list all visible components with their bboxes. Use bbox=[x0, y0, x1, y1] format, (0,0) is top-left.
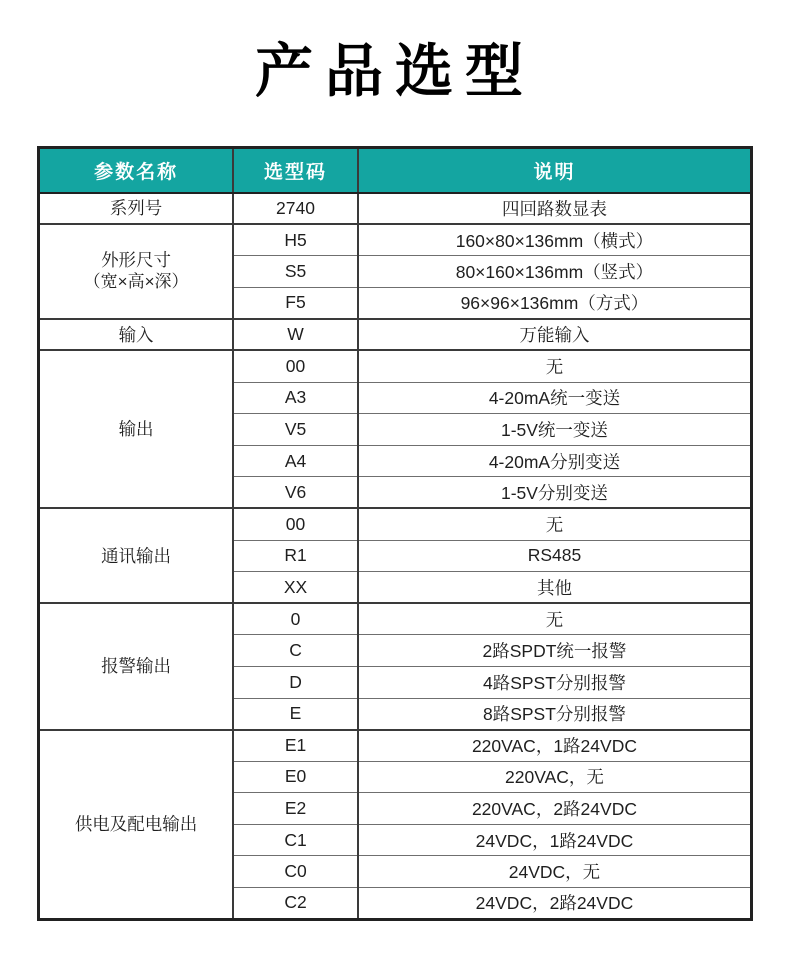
code-cell: C1 bbox=[233, 824, 358, 856]
table-row bbox=[39, 319, 752, 351]
desc-cell: 4路SPST分别报警 bbox=[358, 666, 752, 698]
table-header bbox=[39, 148, 752, 193]
code-cell: XX bbox=[233, 572, 358, 604]
page-title: 产品选型 bbox=[254, 39, 535, 104]
code-cell: E0 bbox=[233, 761, 358, 793]
desc-cell: 4-20mA统一变送 bbox=[358, 382, 752, 414]
desc-cell: 四回路数显表 bbox=[358, 193, 752, 225]
desc-cell: 无 bbox=[358, 350, 752, 382]
code-cell: 00 bbox=[233, 508, 358, 540]
code-cell: R1 bbox=[233, 540, 358, 572]
header-description: 说明 bbox=[358, 148, 752, 193]
desc-cell: 1-5V统一变送 bbox=[358, 414, 752, 446]
table-row bbox=[39, 224, 752, 256]
code-cell: V6 bbox=[233, 477, 358, 509]
code-cell: A3 bbox=[233, 382, 358, 414]
desc-cell: 24VDC，无 bbox=[358, 856, 752, 888]
code-cell: 00 bbox=[233, 350, 358, 382]
table-row bbox=[39, 603, 752, 635]
code-cell: F5 bbox=[233, 287, 358, 319]
desc-cell: 1-5V分别变送 bbox=[358, 477, 752, 509]
table-row bbox=[39, 350, 752, 382]
param-cell-comm-output: 通讯输出 bbox=[39, 508, 234, 603]
header-param-name: 参数名称 bbox=[39, 148, 234, 193]
desc-cell: 4-20mA分别变送 bbox=[358, 445, 752, 477]
param-cell-series: 系列号 bbox=[39, 193, 234, 225]
code-cell: E1 bbox=[233, 730, 358, 762]
param-cell-output: 输出 bbox=[39, 350, 234, 508]
code-cell: 2740 bbox=[233, 193, 358, 225]
desc-cell: 8路SPST分别报警 bbox=[358, 698, 752, 730]
code-cell: D bbox=[233, 666, 358, 698]
desc-cell: 无 bbox=[358, 508, 752, 540]
code-cell: E2 bbox=[233, 793, 358, 825]
code-cell: C0 bbox=[233, 856, 358, 888]
code-cell: 0 bbox=[233, 603, 358, 635]
desc-cell: 2路SPDT统一报警 bbox=[358, 635, 752, 667]
code-cell: V5 bbox=[233, 414, 358, 446]
param-label-line2: （宽×高×深） bbox=[83, 272, 189, 292]
table-row bbox=[39, 508, 752, 540]
param-cell-alarm-output: 报警输出 bbox=[39, 603, 234, 729]
header-selection-code: 选型码 bbox=[233, 148, 358, 193]
table-row bbox=[39, 730, 752, 762]
param-label: 外形尺寸 bbox=[101, 250, 172, 271]
desc-cell: 96×96×136mm（方式） bbox=[358, 287, 752, 319]
desc-cell: 24VDC，2路24VDC bbox=[358, 888, 752, 920]
desc-cell: 无 bbox=[358, 603, 752, 635]
code-cell: C bbox=[233, 635, 358, 667]
desc-cell: 24VDC，1路24VDC bbox=[358, 824, 752, 856]
header-row bbox=[39, 148, 752, 193]
code-cell: S5 bbox=[233, 256, 358, 288]
desc-cell: 220VAC，无 bbox=[358, 761, 752, 793]
desc-cell: 80×160×136mm（竖式） bbox=[358, 256, 752, 288]
product-selection-table bbox=[37, 146, 753, 921]
param-cell-dimensions bbox=[39, 224, 234, 319]
desc-cell: 220VAC，1路24VDC bbox=[358, 730, 752, 762]
desc-cell: 其他 bbox=[358, 572, 752, 604]
code-cell: E bbox=[233, 698, 358, 730]
desc-cell: 220VAC，2路24VDC bbox=[358, 793, 752, 825]
desc-cell: 160×80×136mm（横式） bbox=[358, 224, 752, 256]
table-body bbox=[39, 193, 752, 920]
param-cell-power-output: 供电及配电输出 bbox=[39, 730, 234, 920]
desc-cell: 万能输入 bbox=[358, 319, 752, 351]
desc-cell: RS485 bbox=[358, 540, 752, 572]
code-cell: H5 bbox=[233, 224, 358, 256]
param-cell-input: 输入 bbox=[39, 319, 234, 351]
code-cell: C2 bbox=[233, 888, 358, 920]
code-cell: A4 bbox=[233, 445, 358, 477]
code-cell: W bbox=[233, 319, 358, 351]
table-row bbox=[39, 193, 752, 225]
